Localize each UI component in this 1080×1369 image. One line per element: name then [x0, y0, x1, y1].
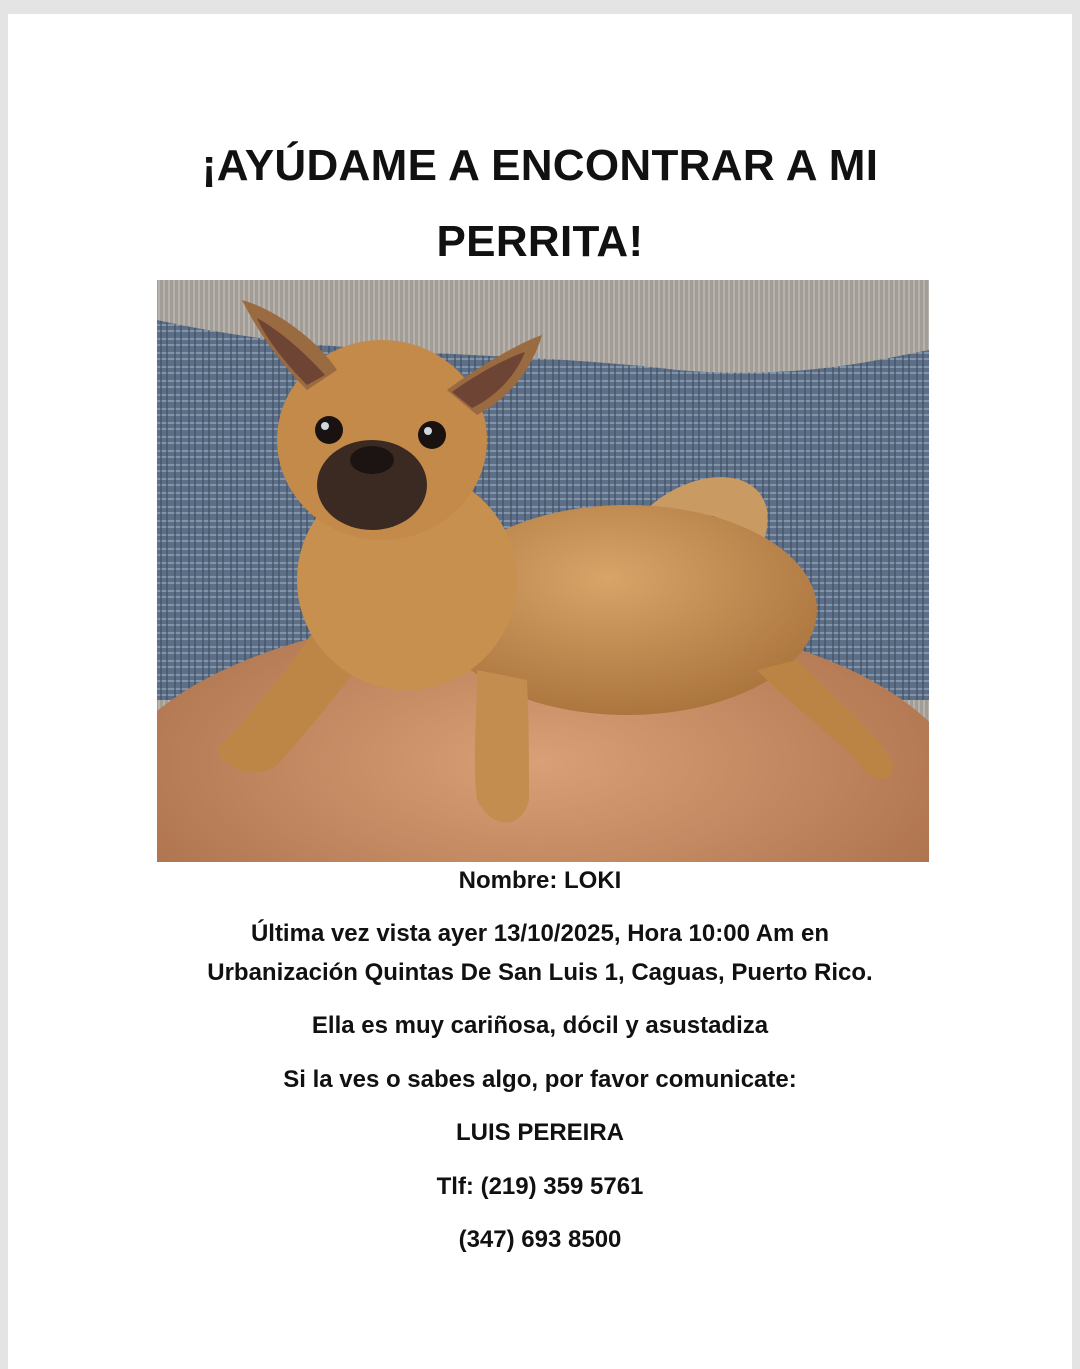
phone-2: (347) 693 8500	[458, 1226, 622, 1253]
dog-name: Nombre: LOKI	[458, 867, 622, 894]
title-line-2: PERRITA!	[436, 217, 644, 266]
last-seen-line-1: Última vez vista ayer 13/10/2025, Hora 10:00 Am en	[250, 920, 830, 947]
dog-photo-illustration	[157, 280, 929, 862]
contact-name: LUIS PEREIRA	[455, 1119, 625, 1146]
phone-1: Tlf: (219) 359 5761	[436, 1173, 644, 1200]
dog-photo	[157, 280, 929, 862]
title-line-1: ¡AYÚDAME A ENCONTRAR A MI	[201, 141, 879, 190]
last-seen-line-2: Urbanización Quintas De San Luis 1, Caguas, Puerto Rico.	[207, 959, 873, 986]
dog-description: Ella es muy cariñosa, dócil y asustadiza	[311, 1012, 769, 1039]
call-to-action: Si la ves o sabes algo, por favor comunicate:	[283, 1066, 797, 1093]
flyer-title	[0, 128, 1080, 280]
